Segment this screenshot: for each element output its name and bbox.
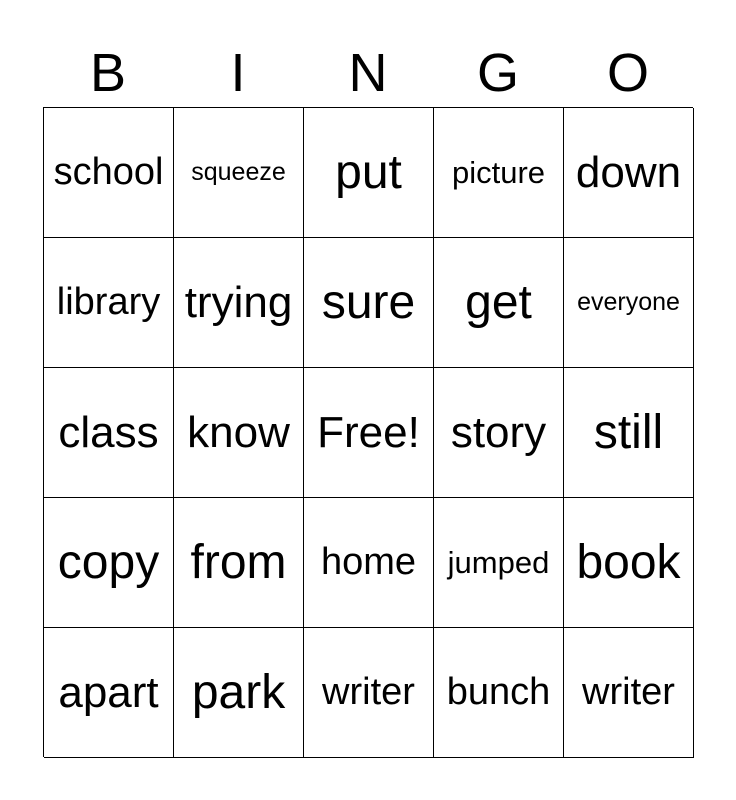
- bingo-cell[interactable]: [564, 498, 694, 628]
- bingo-cell[interactable]: [564, 108, 694, 238]
- bingo-cell[interactable]: [564, 368, 694, 498]
- cell-word: book: [576, 536, 681, 589]
- cell-word: writer: [322, 671, 415, 713]
- header-letter-g: G: [476, 43, 519, 103]
- cell-word: get: [465, 276, 532, 329]
- bingo-cell[interactable]: [174, 108, 304, 238]
- bingo-cell[interactable]: [174, 368, 304, 498]
- bingo-cell[interactable]: [174, 628, 304, 758]
- cell-word: everyone: [577, 288, 680, 316]
- cell-word: library: [56, 281, 161, 323]
- cell-word: down: [575, 147, 682, 197]
- cell-word: story: [450, 407, 547, 457]
- cell-word: picture: [451, 154, 546, 190]
- bingo-cell[interactable]: [304, 238, 434, 368]
- bingo-cell[interactable]: [174, 498, 304, 628]
- cell-word: home: [320, 541, 417, 583]
- bingo-cell[interactable]: [304, 108, 434, 238]
- cell-word: bunch: [446, 671, 551, 713]
- bingo-cell[interactable]: [44, 628, 174, 758]
- cell-word: still: [593, 406, 664, 459]
- cell-word: copy: [57, 536, 160, 589]
- header-letter-i: I: [230, 43, 246, 103]
- bingo-board: [43, 107, 693, 757]
- cell-word: class: [58, 407, 159, 457]
- cell-word: know: [187, 407, 290, 457]
- cell-word: put: [335, 146, 402, 199]
- bingo-cell[interactable]: [304, 498, 434, 628]
- cell-word: sure: [321, 276, 416, 329]
- bingo-cell[interactable]: [434, 498, 564, 628]
- bingo-cell[interactable]: [434, 108, 564, 238]
- cell-word: from: [190, 536, 287, 589]
- bingo-cell[interactable]: [44, 368, 174, 498]
- cell-word: apart: [58, 667, 159, 717]
- header-letter-b: B: [89, 43, 127, 103]
- header-letter-n: N: [348, 43, 388, 103]
- cell-word: park: [191, 666, 286, 719]
- cell-word: writer: [582, 671, 675, 713]
- bingo-cell[interactable]: [434, 238, 564, 368]
- bingo-cell[interactable]: [44, 498, 174, 628]
- cell-word: school: [53, 151, 164, 193]
- cell-word: Free!: [317, 407, 420, 457]
- cell-word: squeeze: [191, 158, 286, 186]
- bingo-cell[interactable]: [44, 108, 174, 238]
- bingo-cell[interactable]: [174, 238, 304, 368]
- bingo-cell[interactable]: [44, 238, 174, 368]
- bingo-cell[interactable]: [434, 628, 564, 758]
- bingo-cell[interactable]: [564, 628, 694, 758]
- bingo-cell[interactable]: [564, 238, 694, 368]
- bingo-header: [43, 38, 693, 108]
- bingo-cell[interactable]: [304, 628, 434, 758]
- free-space[interactable]: [304, 368, 434, 498]
- cell-word: trying: [184, 277, 293, 327]
- bingo-cell[interactable]: [434, 368, 564, 498]
- header-letter-o: O: [606, 43, 649, 103]
- cell-word: jumped: [447, 544, 550, 580]
